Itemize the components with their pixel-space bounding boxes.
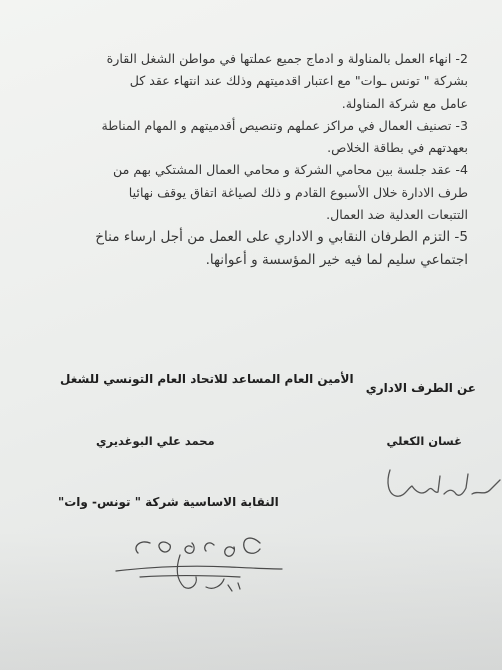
body-line: بشركة " تونس ـوات" مع اعتبار اقدميتهم وذلك عند انتهاء عقد كل: [129, 73, 468, 89]
ugtt-name: محمد علي البوغديري: [96, 434, 215, 448]
body-line: التتبعات العدلية ضد العمال.: [326, 207, 468, 223]
body-line: 3- تصنيف العمال في مراكز عملهم وتنصيص أقدميتهم و المهام المناطة: [101, 117, 468, 133]
admin-title: عن الطرف الاداري: [365, 381, 476, 395]
body-line: 5- التزم الطرفان النقابي و الاداري على العمل من أجل ارساء مناخ: [95, 229, 468, 246]
union-signature: [110, 525, 290, 605]
body-line: اجتماعي سليم لما فيه خير المؤسسة و أعوانها.: [205, 251, 468, 268]
admin-name: غسان الكعلي: [386, 434, 462, 448]
body-line: 2- انهاء العمل بالمناولة و ادماج جميع عملتها في مواطن الشغل القارة: [106, 51, 468, 66]
ugtt-title: الأمين العام المساعد للاتحاد العام التونسي للشغل: [60, 372, 354, 386]
body-line: 4- عقد جلسة بين محامي الشركة و محامي العمال المشتكي بهم من: [113, 162, 468, 178]
agreement-body: [28, 48, 468, 271]
union-title: النقابة الاساسية شركة " تونس- وات": [58, 495, 279, 509]
body-line: طرف الادارة خلال الأسبوع القادم و ذلك لصياغة اتفاق يوقف نهائيا: [128, 184, 468, 200]
body-line: عامل مع شركة المناولة.: [341, 95, 468, 111]
admin-signature: [382, 450, 502, 510]
body-line: بعهدتهم في بطاقة الخلاص.: [327, 140, 468, 156]
